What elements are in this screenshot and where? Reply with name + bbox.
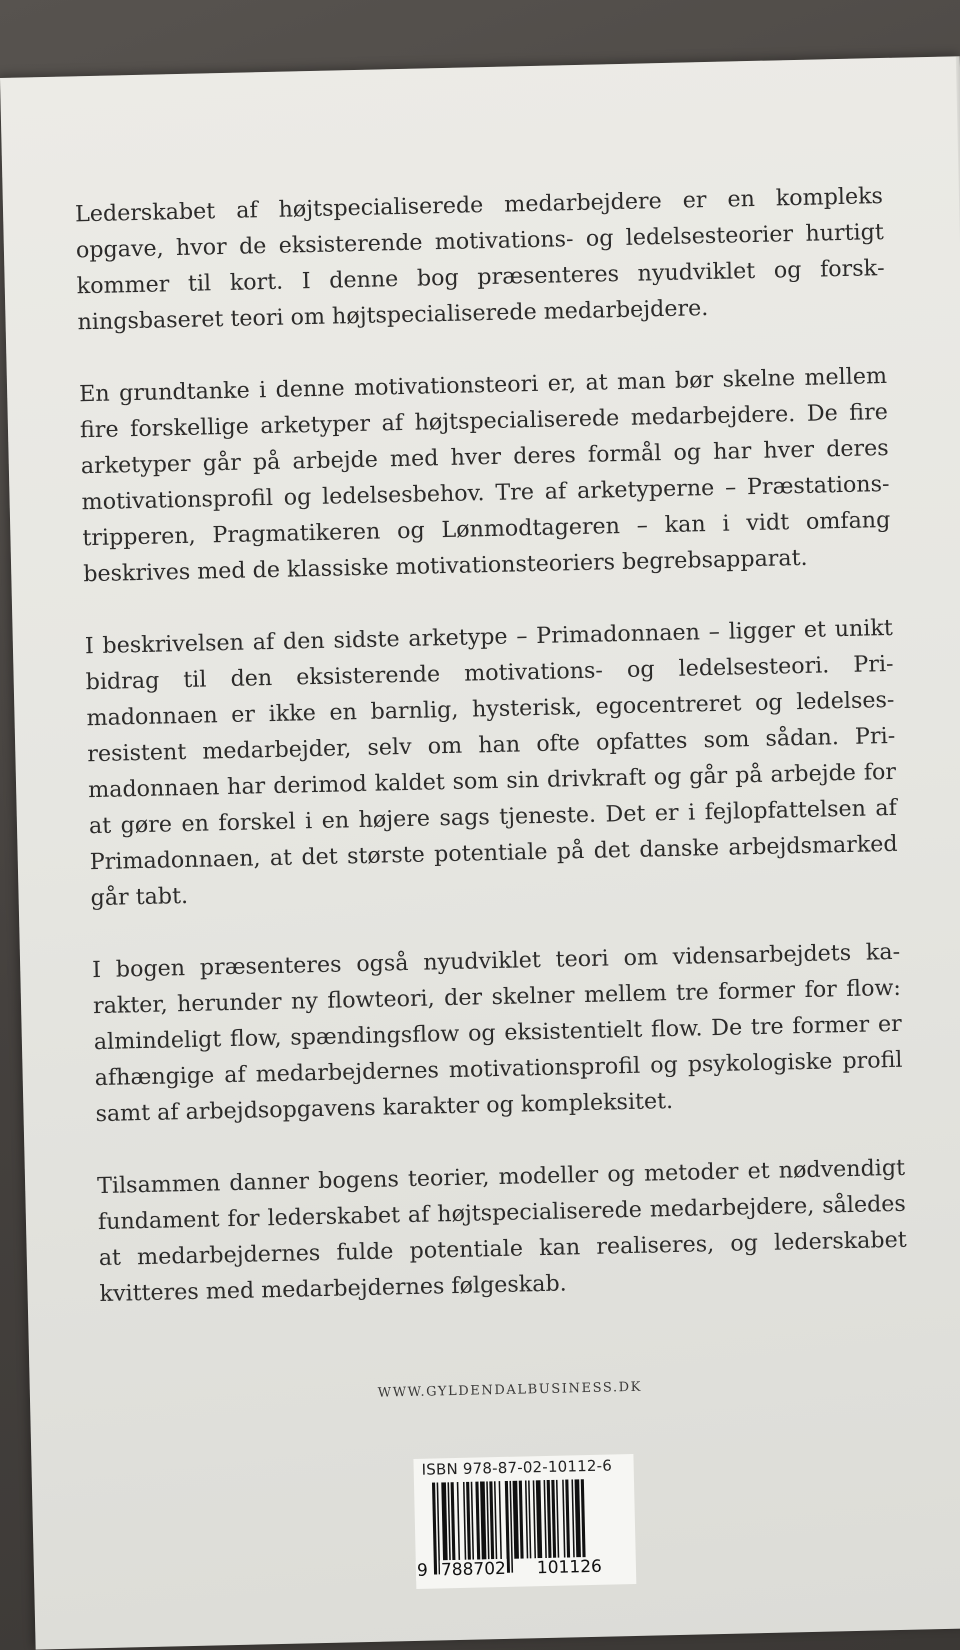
barcode-bar <box>494 1481 497 1559</box>
barcode-bar <box>525 1480 528 1558</box>
barcode-bar <box>466 1482 471 1560</box>
isbn-label: ISBN 978-87-02-10112-6 <box>421 1456 613 1479</box>
barcode-digit-group-right: 101126 <box>536 1556 603 1579</box>
barcode-bar <box>457 1482 460 1560</box>
barcode-bar <box>528 1480 531 1558</box>
blurb-paragraph-2: En grundtanke i denne motivationsteori er, at man bør skelne mellem fire forskellige arketyper af højtspecialiserede medarbejdere. De fire arketyper går på arbejde med hver deres formål og har hver deres motivationsprofil og ledelsesbehov. Tre af arketyperne – Præstations-tripperen, Pragmatikeren og Lønmodtageren – kan i vidt omfang beskrives med de klassiske motivationsteoriers begrebsapparat. <box>78 362 891 588</box>
blurb-paragraph-4: I bogen præsenteres også nyudviklet teori om vidensarbejdets karakter, herunder ny flowteori, der skelner mellem tre former for flow: almindeligt flow, spændingsflow og eksistentielt flow. De tre former er afhængige af medarbejdernes motivationsprofil og psykologiske profil samt af arbejdsopgavens karakter og kompleksitet. <box>91 938 903 1128</box>
barcode-digit-lead: 9 <box>416 1560 429 1581</box>
barcode-guard-bar <box>509 1481 513 1573</box>
barcode-bar <box>547 1480 552 1558</box>
barcode-bar <box>513 1481 519 1559</box>
barcode-bar <box>575 1479 581 1557</box>
barcode-bar <box>480 1481 486 1559</box>
blurb-paragraph-5: Tilsammen danner bogens teorier, modeller og metoder et nødvendigt fundament for lederskabet af højtspecialiserede medarbejdere, således at medarbejdernes fulde potentiale kan realiseres, og lederskabet kvitteres med medarbejdernes følgeskab. <box>96 1154 907 1308</box>
barcode-bar <box>471 1482 474 1560</box>
barcode-bar <box>519 1481 524 1559</box>
barcode-bar <box>544 1480 547 1558</box>
barcode-digit-group-left: 788702 <box>440 1558 507 1581</box>
barcode-bar <box>562 1480 565 1558</box>
barcode-guard-bar <box>432 1482 437 1574</box>
barcode-bar <box>536 1480 542 1558</box>
barcode-bar <box>571 1479 574 1557</box>
barcode-bar <box>565 1479 570 1557</box>
cover-edge-shadow <box>956 56 960 1628</box>
blurb-paragraph-1: Lederskabet af højtspecialiserede medarbejdere er en kompleks opgave, hvor de eksisterende motivations- og ledelsesteorier hurtigt kommer til kort. I denne bog præsenteres nyudviklet og forskningsbaseret teori om højtspecialiserede medarbejdere. <box>74 183 885 336</box>
barcode-bar <box>447 1482 450 1560</box>
barcode-bar <box>463 1482 466 1560</box>
barcode-bar <box>533 1480 536 1558</box>
barcode-bar <box>441 1482 447 1560</box>
barcode-bar <box>499 1481 502 1559</box>
book-back-cover <box>0 56 960 1649</box>
isbn-barcode <box>413 1454 636 1589</box>
blurb-paragraph-3: I beskrivelsen af den sidste arketype – Primadonnaen – ligger et unikt bidrag til den eksisterende motivations- og ledelsesteori. Primadonnaen er ikke en barnlig, hysterisk, egocentreret og ledelsesresistent medarbejder, selv om han ofte opfattes som sådan. Primadonnaen har derimod kaldet som sin drivkraft og går på arbejde for at gøre en forskel i en højere sags tjeneste. Det er i fejlopfattelsen af Primadonnaen, at det største potentiale på det danske arbejdsmarked går tabt. <box>84 614 898 912</box>
barcode-bar <box>556 1480 559 1558</box>
barcode-bar <box>486 1481 489 1559</box>
barcode-bar <box>551 1480 556 1558</box>
barcode-bar <box>451 1482 456 1560</box>
publisher-website: WWW.GYLDENDALBUSINESS.DK <box>377 1379 643 1401</box>
barcode-bar <box>489 1481 494 1559</box>
barcode-bar <box>475 1482 480 1560</box>
blurb-text <box>75 178 909 1348</box>
